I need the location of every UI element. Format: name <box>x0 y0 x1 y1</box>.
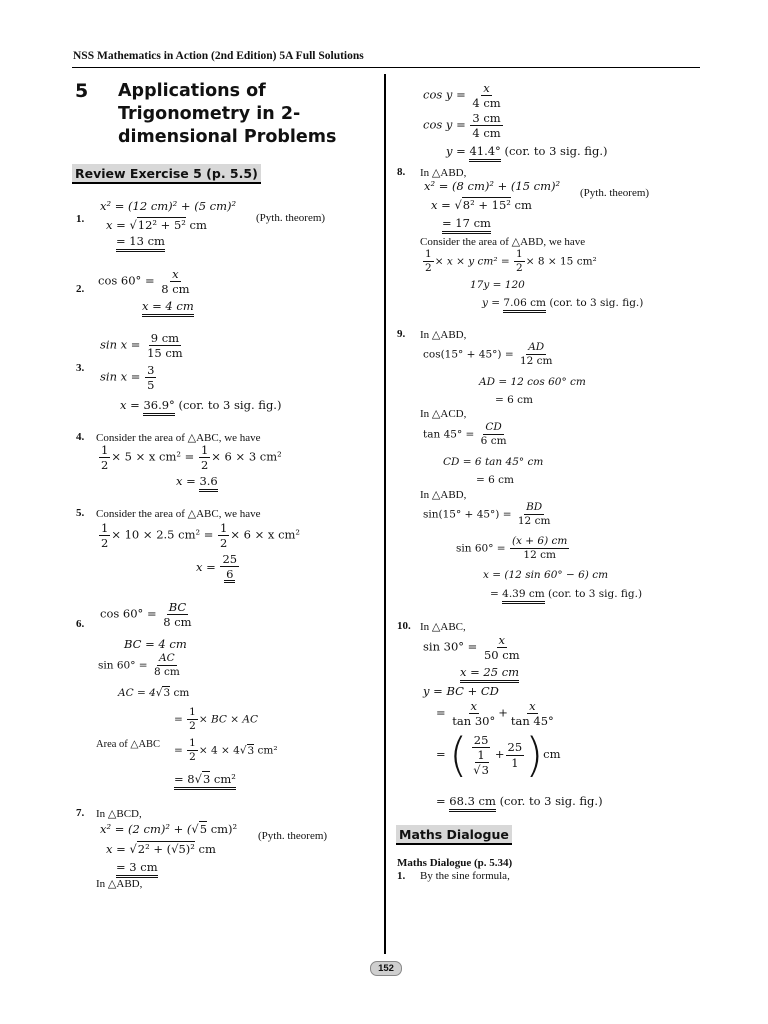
q7-answer: = 3 cm <box>116 860 158 874</box>
q6-line2: BC = 4 cm <box>124 637 187 651</box>
chapter-title: Applications of Trigonometry in 2-dimensional Problems <box>118 81 337 147</box>
q7-number: 7. <box>76 807 85 819</box>
q6-line4: AC = 4√3 cm <box>118 687 190 699</box>
q1-reason: (Pyth. theorem) <box>256 212 326 224</box>
q8-line3: = 17 cm <box>442 216 491 230</box>
q7-reason: (Pyth. theorem) <box>258 830 328 842</box>
q5-number: 5. <box>76 507 85 519</box>
q9-number: 9. <box>397 328 406 340</box>
maths-dialogue-subheading: Maths Dialogue (p. 5.34) <box>397 857 513 869</box>
q9-answer: = 4.39 cm (cor. to 3 sig. fig.) <box>490 588 642 600</box>
q6-line6: = $\frac{1}{2}$ × 4 × 4√3 cm² <box>174 737 278 764</box>
q10-line3: y = BC + CD <box>423 684 499 698</box>
q5-intro: Consider the area of △ABC, we have <box>96 508 261 520</box>
q6-number: 6. <box>76 618 85 630</box>
q10-intro: In △ABC, <box>420 621 466 633</box>
q3-line2: sin x = $\frac{3}{5}$ <box>100 363 155 393</box>
q9-intro2: In △ACD, <box>420 408 467 420</box>
q4-equation: $\frac{1}{2}$ × 5 × x cm² = $\frac{1}{2}$ × 6 × 3 cm² <box>101 443 282 473</box>
q7-line2: x = √2² + (√5)² cm <box>106 842 216 856</box>
q2-line1: cos 60° = $\frac{x}{8 cm}$ <box>98 267 190 297</box>
q4-intro: Consider the area of △ABC, we have <box>96 432 261 444</box>
q9-line4: tan 45° = $\frac{CD}{6 cm}$ <box>423 421 507 448</box>
q4-answer: x = 3.6 <box>176 474 218 488</box>
q4-number: 4. <box>76 431 85 443</box>
q3-answer: x = 36.9° (cor. to 3 sig. fig.) <box>120 398 281 412</box>
q10-line1: sin 30° = $\frac{x}{50 cm}$ <box>423 633 520 663</box>
q2-number: 2. <box>76 283 85 295</box>
q9-line6: = 6 cm <box>476 474 514 486</box>
q6-line1: cos 60° = $\frac{BC}{8 cm}$ <box>100 600 192 630</box>
q6-line5: = $\frac{1}{2}$ × BC × AC <box>174 706 259 733</box>
q7-cont-line1: cos y = $\frac{x}{4 cm}$ <box>423 81 501 111</box>
chapter-number: 5 <box>75 80 89 102</box>
q7-intro: In △BCD, <box>96 808 142 820</box>
q8-answer: y = 7.06 cm (cor. to 3 sig. fig.) <box>482 297 643 309</box>
q3-number: 3. <box>76 362 85 374</box>
q3-line1: sin x = $\frac{9 cm}{15 cm}$ <box>100 331 183 361</box>
q8-intro: In △ABD, <box>420 167 467 179</box>
page-number: 152 <box>370 961 402 976</box>
running-header: NSS Mathematics in Action (2nd Edition) 5A Full Solutions <box>73 50 364 62</box>
q1-line2: x = √12² + 5² cm <box>106 218 207 232</box>
q5-answer: x = $\frac{25}{6}$ <box>196 553 240 583</box>
q8-line1: x² = (8 cm)² + (15 cm)² <box>424 179 561 193</box>
q9-line9: x = (12 sin 60° − 6) cm <box>483 569 609 581</box>
q10-line4: = $\frac{x}{\tan 30^\circ}$ + $\frac{x}{\tan 45^\circ}$ <box>436 699 554 729</box>
q9-line2: AD = 12 cos 60° cm <box>479 376 586 388</box>
q7-intro2: In △ABD, <box>96 878 143 890</box>
q1-answer: = 13 cm <box>116 234 165 248</box>
q10-answer: = 68.3 cm (cor. to 3 sig. fig.) <box>436 794 603 808</box>
q7-cont-line2: cos y = $\frac{3 cm}{4 cm}$ <box>423 111 501 141</box>
q9-line8: sin 60° = $\frac{(x + 6) cm}{12 cm}$ <box>456 535 568 562</box>
maths-dialogue-heading: Maths Dialogue <box>396 825 512 845</box>
q9-intro: In △ABD, <box>420 329 467 341</box>
q9-line7: sin(15° + 45°) = $\frac{BD}{12 cm}$ <box>423 501 551 528</box>
q6-line3: sin 60° = $\frac{AC}{8 cm}$ <box>98 652 180 679</box>
q1-line1: x² = (12 cm)² + (5 cm)² <box>100 199 237 213</box>
q9-line3: = 6 cm <box>495 394 533 406</box>
q6-answer: = 8√3 cm² <box>174 772 236 786</box>
q8-area-equation: $\frac{1}{2}$ × x × y cm² = $\frac{1}{2}$ × 8 × 15 cm² <box>425 248 597 275</box>
q5-equation: $\frac{1}{2}$ × 10 × 2.5 cm² = $\frac{1}{2}$ × 6 × x cm² <box>101 521 301 551</box>
q10-line2: x = 25 cm <box>460 665 519 679</box>
q6-area-label: Area of △ABC <box>96 739 161 750</box>
q8-area-intro: Consider the area of △ABD, we have <box>420 236 586 248</box>
dialogue-q1-text: By the sine formula, <box>420 870 510 882</box>
header-rule <box>72 67 700 68</box>
q7-line1: x² = (2 cm)² + (√5 cm)² <box>100 822 238 836</box>
q8-reason: (Pyth. theorem) <box>580 187 650 199</box>
dialogue-q1-number: 1. <box>397 870 406 882</box>
q8-line2: x = √8² + 15² cm <box>431 198 532 212</box>
q9-line1: cos(15° + 45°) = $\frac{AD}{12 cm}$ <box>423 341 553 368</box>
q10-line5: = ( $\frac{25}{\frac{1}{√3}}$ + $\frac{25}{1}$ )cm <box>436 728 561 782</box>
review-exercise-heading: Review Exercise 5 (p. 5.5) <box>72 164 261 184</box>
q9-intro3: In △ABD, <box>420 489 467 501</box>
q10-number: 10. <box>397 620 411 632</box>
q1-number: 1. <box>76 213 85 225</box>
q7-cont-answer: y = 41.4° (cor. to 3 sig. fig.) <box>446 144 607 158</box>
column-divider <box>384 74 386 954</box>
q8-line5: 17y = 120 <box>470 279 525 291</box>
q2-answer: x = 4 cm <box>142 299 194 313</box>
q9-line5: CD = 6 tan 45° cm <box>443 456 544 468</box>
q8-number: 8. <box>397 166 406 178</box>
